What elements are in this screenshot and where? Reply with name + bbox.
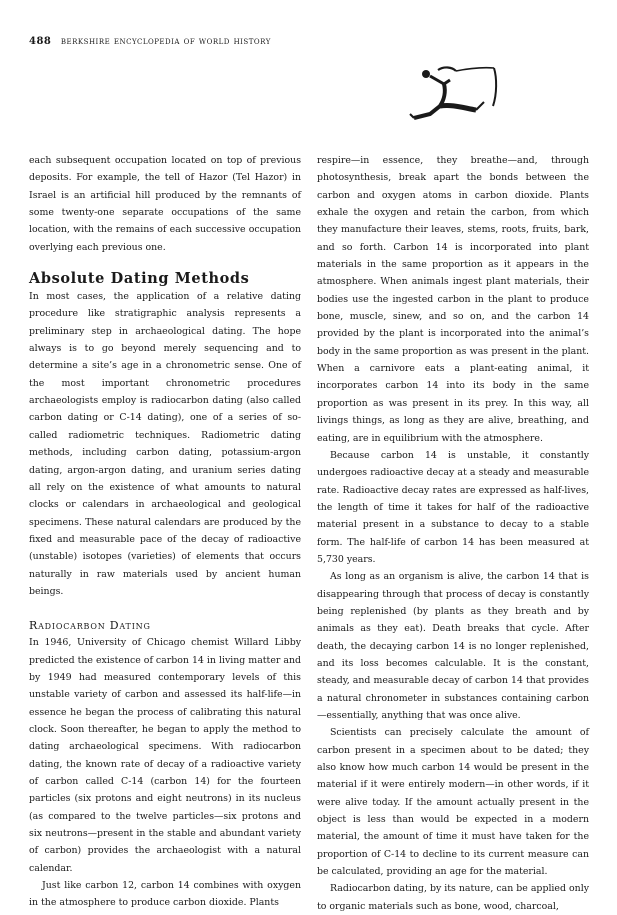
page-number: 488: [29, 36, 52, 47]
right-column: [317, 152, 589, 915]
paragraph: respire—in essence, they breathe—and, through photosynthesis, break apart the bonds between the carbon and oxygen atoms in carbon dioxide. Plants exhale the oxygen and retain the carbon, from which they manufacture their leaves, stems, roots, fruits, bark, and so forth. Carbon 14 is incorporated into plant materials in the same proportion as it appears in the atmosphere. When animals ingest plant materials, their bodies use the ingested carbon in the plant to produce bone, muscle, sinew, and so on, and the carbon 14 provided by the plant is incorporated into the animal’s body in the same proportion as was present in the plant. When a carnivore eats a plant-eating animal, it incorporates carbon 14 into its body in the same proportion as was present in its prey. In this way, all livings things, as long as they are alive, breathing, and eating, are in equilibrium with the atmosphere.: [317, 155, 589, 444]
paragraph: In most cases, the application of a relative dating procedure like stratigraphic analysis represents a preliminary step in archaeological dating. The hope always is to go beyond merely sequencing and to determine a site’s age in a chronometric sense. One of the most important chronometric procedures archaeologists employ is radiocarbon dating (also called carbon dating or C-14 dating), one of a series of so-called radiometric techniques. Radiometric dating methods, including carbon dating, potassium-argon dating, argon-argon dating, and uranium series dating all rely on the existence of what amounts to natural clocks or calendars in archaeological and geological specimens. These natural calendars are produced by the fixed and measurable pace of the decay of radioactive (unstable) isotopes (varieties) of elements that occurs naturally in raw materials used by ancient human beings.: [29, 291, 301, 597]
paragraph: each subsequent occupation located on top of previous deposits. For example, the tell of Hazor (Tel Hazor) in Israel is an artificial hill produced by the remnants of some twenty-one separate occupations of the same location, with the remains of each successive occupation overlying each previous one.: [29, 155, 301, 253]
paragraph: Because carbon 14 is unstable, it constantly undergoes radioactive decay at a steady and measurable rate. Radioactive decay rates are expressed as half-lives, the length of time it takes for half of the radioactive material present in a substance to decay to a stable form. The half-life of carbon 14 has been measured at 5,730 years.: [317, 449, 589, 565]
subsection-heading: Radiocarbon Dating: [29, 619, 151, 633]
section-heading: Absolute Dating Methods: [29, 270, 250, 288]
paragraph: As long as an organism is alive, the carbon 14 that is disappearing through that process of decay is constantly being replenished (by plants as they breath and by animals as they eat). Death breaks that cycle. After death, the decaying carbon 14 is no longer replenished, and its loss becomes calculable. It is the constant, steady, and measurable decay of carbon 14 that provides a natural chronometer in substances containing carbon—essentially, anything that was once alive.: [317, 571, 589, 721]
running-title: berkshire encyclopedia of world history: [60, 36, 271, 47]
paragraph: Radiocarbon dating, by its nature, can be applied only to organic materials such as bone, wood, charcoal,: [317, 883, 589, 912]
paragraph: Just like carbon 12, carbon 14 combines with oxygen in the atmosphere to produce carbon dioxide. Plants: [29, 880, 301, 909]
archer-glyph-icon: [400, 62, 510, 124]
left-column: [29, 152, 301, 912]
running-header: [29, 36, 271, 50]
paragraph: In 1946, University of Chicago chemist Willard Libby predicted the existence of carbon 14 in living matter and by 1949 had measured contemporary levels of this unstable variety of carbon and assessed its half-life—in essence he began the process of calibrating this natural clock. Soon thereafter, he began to apply the method to dating archaeological specimens. With radiocarbon dating, the known rate of decay of a radioactive variety of carbon called C-14 (carbon 14) for the fourteen particles (six protons and eight neutrons) in its nucleus (as compared to the twelve particles—six protons and six neutrons—present in the stable and abundant variety of carbon) provides the archaeologist with a natural calendar.: [29, 637, 301, 874]
paragraph: Scientists can precisely calculate the amount of carbon present in a specimen about to be dated; they also know how much carbon 14 would be present in the material if it were entirely modern—in other words, if it were alive today. If the amount actually present in the object is less than would be expected in a modern material, the amount of time it must have taken for the proportion of C-14 to decline to its current measure can be calculated, providing an age for the material.: [317, 727, 589, 878]
